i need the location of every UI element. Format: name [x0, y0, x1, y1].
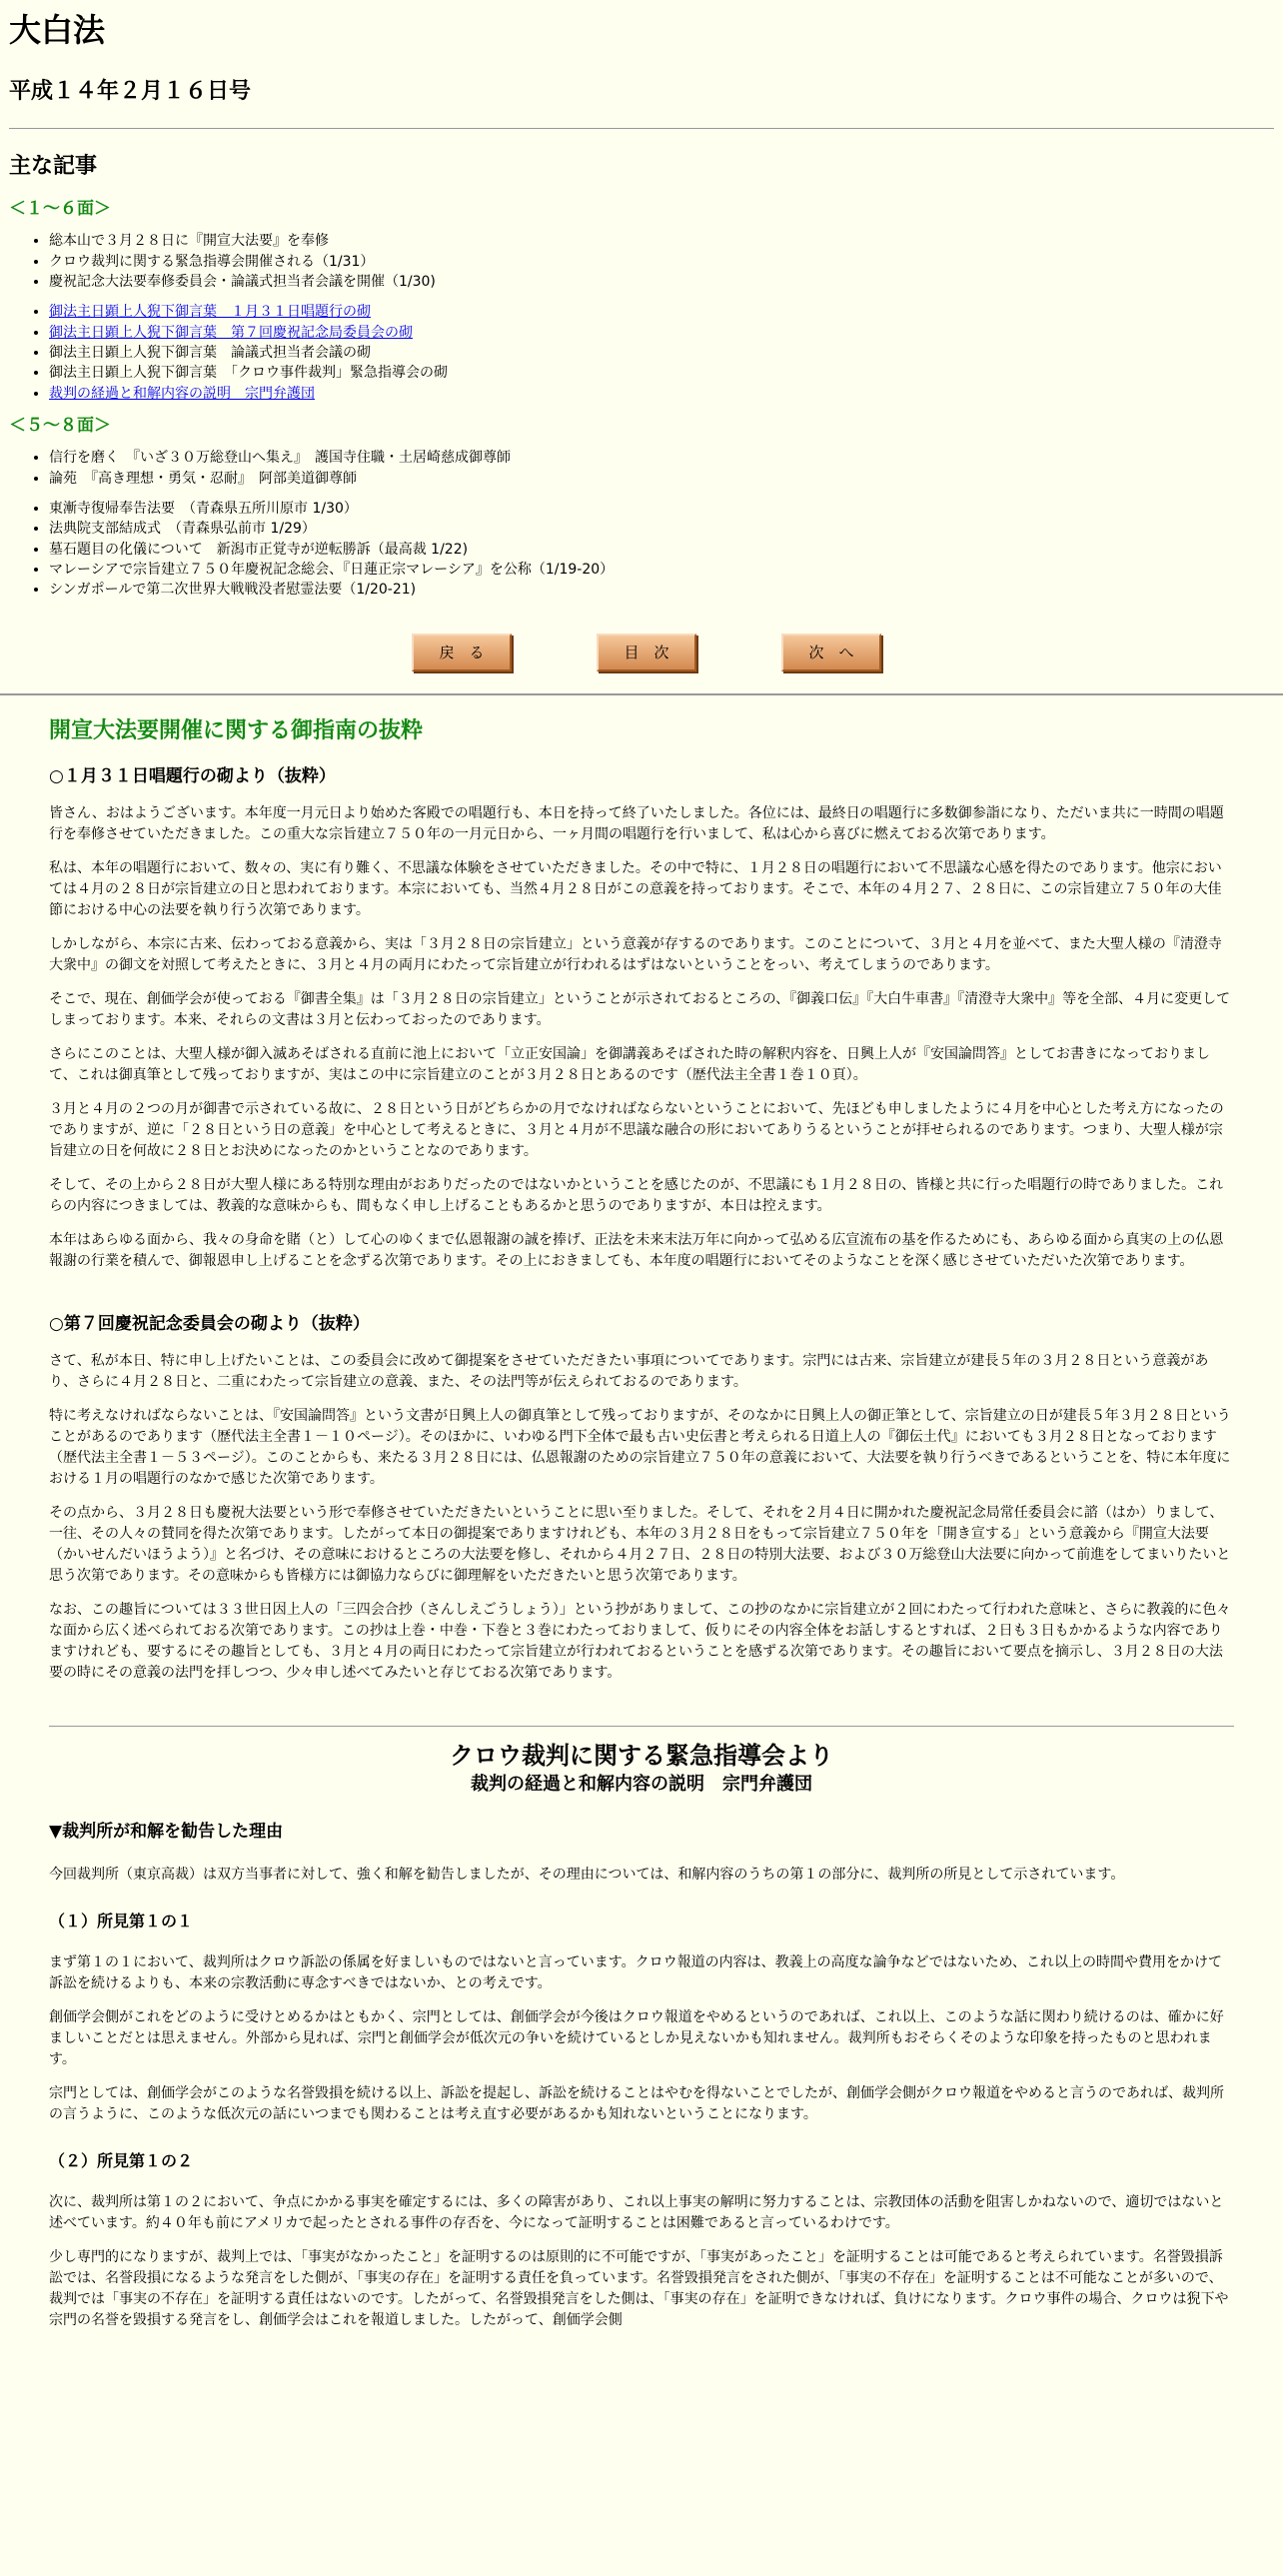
list-item	[49, 384, 1274, 404]
list-item: • 御法主日顕上人猊下御言葉 「クロウ事件裁判」緊急指導会の砌	[49, 363, 1274, 383]
newspaper-title: 大白法	[9, 11, 106, 49]
section2-list	[9, 448, 1274, 489]
link-item[interactable]: 御法主日顕上人猊下御言葉 第７回慶祝記念局委員会の砌	[49, 324, 413, 341]
paragraph: その点から、３月２８日も慶祝大法要という形で奉修させていただきたいということに思い至りました。そして、それを２月４日に開かれた慶祝記念局常任委員会に諮（はか）りまして、一往、その人々の賛同を得た次第であります。したがって本日の御提案でありますけれども、本年の３月２８日をもって宗旨建立７５０年を「開き宣する」という意義から『開宣大法要（かいせんだいほうよう）』と名づけ、その意味におけるところの大法要を修し、それから４月２７日、２８日の特別大法要、および３０万総登山大法要に向かって前進をしてまいりたいと思う次第であります。その意味からも皆様方には御協力ならびに御理解をいただきたいと思う次第であります。	[49, 1504, 1231, 1584]
paragraph: まず第１の１において、裁判所はクロウ訴訟の係属を好ましいものではないと言っています。クロウ報道の内容は、教義上の高度な論争などではないため、これ以上の時間や費用をかけて訴訟を続けるよりも、本来の宗教活動に専念すべきではないか、との考えです。	[49, 1953, 1223, 1991]
list-item: • マレーシアで宗旨建立７５０年慶祝記念総会、『日蓮正宗マレーシア』を公称（1/19-20）	[49, 560, 1274, 580]
paragraph: 宗門としては、創価学会がこのような名誉毀損を続ける以上、訴訟を提起し、訴訟を続けることはやむを得ないことでしたが、創価学会側がクロウ報道をやめると言うのであれば、裁判所の言うように、このような低次元の話にいつまでも関わることは考え直す必要があるかも知れないということになります。	[49, 2084, 1224, 2122]
list-item: • 論苑 『高き理想・勇気・忍耐』 阿部美道御尊師	[49, 469, 1274, 489]
paragraph: 次に、裁判所は第１の２において、争点にかかる事実を確定するには、多くの障害があり、これ以上事実の解明に努力することは、宗教団体の活動を阻害しかねないので、適切ではないと述べています。約４０年も前にアメリカで起ったとされる事件の存否を、今になって証明することは困難であると言っているわけです。	[49, 2193, 1224, 2231]
paragraph: 私は、本年の唱題行において、数々の、実に有り難く、不思議な体験をさせていただきました。その中で特に、１月２８日の唱題行において不思議な心感を得たのであります。他宗においては４月の２８日が宗旨建立の日と思われております。本宗においても、当然４月２８日がこの意義を持っております。そこで、本年の４月２７、２８日に、この宗旨建立７５０年の大佳節における中心の法要を執り行う次第であります。	[49, 860, 1222, 919]
paragraph: しかしながら、本宗に古来、伝わっておる意義から、実は「３月２８日の宗旨建立」という意義が存するのであります。このことについて、３月と４月を並べて、また大聖人様の『清澄寺大衆中』の御文を対照して考えたときに、３月と４月の両月にわたって宗旨建立が行われるはずはないということをっい、考えてしまうのであります。	[49, 936, 1222, 974]
list-item: • 御法主日顕上人猊下御言葉 論議式担当者会議の砌	[49, 343, 1274, 363]
paragraph: さて、私が本日、特に申し上げたいことは、この委員会に改めて御提案をさせていただきたい事項についてであります。宗門には古来、宗旨建立が建長５年の３月２８日という意義があり、さらに４月２８日と、二重にわたって宗旨建立の意義、また、その法門等が伝えられておるのであります。	[49, 1352, 1209, 1390]
toc-button[interactable]: 目 次	[597, 634, 696, 671]
paragraph: 少し専門的になりますが、裁判上では、「事実がなかったこと」を証明するのは原則的に不可能ですが、「事実があったこと」を証明することは可能であると考えられています。名誉毀損訴訟では、名誉段損になるような発言をした側が、「事実の存在」を証明する責任を負っています。名誉毀損発言をされた側が、「事実の不存在」を証明することは不可能なことが多いので、裁判では「事実の不存在」を証明する責任はないのです。したがって、名誉毀損発言をした側は、「事実の存在」を証明できなければ、負けになります。クロウ事件の場合、クロウは猊下や宗門の名誉を毀損する発言をし、創価学会はこれを報道しました。したがって、創価学会側	[49, 2248, 1229, 2328]
paragraph: そこで、現在、創価学会が使っておる『御書全集』は「３月２８日の宗旨建立」ということが示されておるところの、『御義口伝』『大白牛車書』『清澄寺大衆中』等を全部、４月に変更してしまっております。本来、それらの文書は３月と伝わっておったのであります。	[49, 991, 1231, 1029]
section-heading-pages-1-6: ＜１～６面＞	[9, 198, 111, 219]
paragraph: 今回裁判所（東京高裁）は双方当事者に対して、強く和解を勧告しましたが、その理由については、和解内容のうちの第１の部分に、裁判所の所見として示されています。	[49, 1866, 1125, 1883]
section1-list-2	[9, 302, 1274, 403]
list-item: • シンガポールで第二次世界大戦戦没者慰霊法要（1/20-21)	[49, 580, 1274, 600]
list-item: • 総本山で３月２８日に『開宣大法要』を奉修	[49, 231, 1274, 251]
divider	[0, 693, 1283, 695]
article-subheading: ▼裁判所が和解を勧告した理由	[49, 1821, 284, 1842]
article-subheading: ○１月３１日唱題行の砌より（抜粋）	[49, 766, 336, 787]
article-subheading: （１）所見第１の１	[49, 1911, 194, 1931]
section1-list	[9, 231, 1274, 292]
page	[0, 10, 1283, 673]
back-button[interactable]: 戻 る	[412, 634, 512, 671]
paragraph: さらにこのことは、大聖人様が御入滅あそばされる直前に池上において「立正安国論」を御講義あそばされた時の解釈内容を、日興上人が『安国論問答』としてお書きになっておりまして、これは御真筆として残っておりますが、実はこの中に宗旨建立のことが３月２８日とあるのです（歴代法主全書１巻１０頁）。	[49, 1046, 1210, 1084]
paragraph: 本年はあらゆる面から、我々の身命を賭（と）して心のゆくまで仏恩報謝の誠を捧げ、正法を未来末法万年に向かって弘める広宣流布の基を作るためにも、あらゆる面から真実の上の仏恩報謝の行業を積んで、御報恩申し上げることを念ずる次第であります。その上におきましても、本年度の唱題行においてそのようなことを深く感じさせていただいた次第であります。	[49, 1232, 1224, 1270]
list-item	[49, 302, 1274, 322]
list-item: • 慶祝記念大法要奉修委員会・論議式担当者会議を開催（1/30)	[49, 272, 1274, 292]
paragraph: そして、その上から２８日が大聖人様にある特別な理由がおありだったのではないかということを感じたのが、不思議にも１月２８日の、皆様と共に行った唱題行の時でありました。これらの内容につきましては、教義的な意味からも、間もなく申し上げることもあるかと思うのでありますが、本日は控えます。	[49, 1177, 1224, 1215]
paragraph: なお、この趣旨については３３世日因上人の「三四会合抄（さんしえごうしょう）」という抄がありまして、この抄のなかに宗旨建立が２回にわたって行われた意味と、さらに教義的に色々な面から広く述べられておる次第であります。この抄は上巻・中巻・下巻と３巻にわたっておりまして、仮りにその内容全体をお話しするとすれば、２日も３日もかかるような内容でありますけれども、要するにその趣旨としても、３月と４月の両日にわたって宗旨建立が行われておるということを感ずる次第であります。その趣旨において要点を摘示し、３月２８日の大法要の時にその意義の法門を拝しつつ、少々申し述べてみたいと存じておる次第であります。	[49, 1601, 1231, 1681]
list-item	[49, 323, 1274, 343]
next-button[interactable]: 次 へ	[781, 634, 881, 671]
paragraph: ３月と４月の２つの月が御書で示されている故に、２８日という日がどちらかの月でなければならないということにおいて、先ほども申しましたように４月を中心とした考え方になったのでありますが、逆に「２８日という日の意義」を中心として考えるときに、３月と４月が不思議な融合の形においてありうるということが拝せられるのであります。つまり、大聖人様が宗旨建立の日を何故に２８日とお決めになったのかということなのであります。	[49, 1101, 1224, 1160]
section2-list-2	[9, 499, 1274, 600]
navigation-bar	[9, 634, 1274, 673]
list-item: • クロウ裁判に関する緊急指導会開催される（1/31）	[49, 252, 1274, 272]
divider	[9, 128, 1274, 129]
list-item: • 法典院支部結成式 （青森県弘前市 1/29）	[49, 519, 1274, 539]
article-title: 開宣大法要開催に関する御指南の抜粋	[49, 717, 424, 743]
list-item: • 墓石題目の化儀について 新潟市正覚寺が逆転勝訴（最高裁 1/22)	[49, 540, 1274, 560]
article-kaisen	[9, 715, 1274, 2331]
article-subheading: ○第７回慶祝記念委員会の砌より（抜粋）	[49, 1314, 370, 1335]
paragraph: 皆さん、おはようございます。本年度一月元日より始めた客殿での唱題行も、本日を持って終了いたしました。各位には、最終日の唱題行に多数御参詣になり、ただいま共に一時間の唱題行を奉修させていただきました。この重大な宗旨建立７５０年の一月元日から、一ヶ月間の唱題行を行いまして、私は心から喜びに燃えておる次第であります。	[49, 805, 1224, 843]
main-articles-heading: 主な記事	[9, 153, 98, 179]
section-heading-pages-5-8: ＜５～８面＞	[9, 415, 111, 436]
article-subheading: （２）所見第１の２	[49, 2150, 194, 2170]
list-item: • 信行を磨く 『いざ３０万総登山へ集え』 護国寺住職・土居崎慈成御尊師	[49, 448, 1274, 468]
paragraph: 特に考えなければならないことは、『安国論問答』という文書が日興上人の御真筆として残っておりますが、そのなかに日興上人の御正筆として、宗旨建立の日が建長５年３月２８日ということがあるのであります（歴代法主全書１－１０ページ）。そのほかに、いわゆる門下全体で最も古い史伝書と考えられる日道上人の『御伝土代』においても３月２８日となっております（歴代法主全書１－５３ページ）。このことからも、来たる３月２８日には、仏恩報謝のための宗旨建立７５０年の意義において、大法要を執り行うべきであるということを、特に本年度における１月の唱題行のなかで感じた次第であります。	[49, 1407, 1231, 1487]
divider	[49, 1726, 1234, 1727]
article2-subtitle: 裁判の経過と和解内容の説明 宗門弁護団	[471, 1773, 812, 1795]
link-item[interactable]: 裁判の経過と和解内容の説明 宗門弁護団	[49, 385, 315, 402]
link-item[interactable]: 御法主日顕上人猊下御言葉 １月３１日唱題行の砌	[49, 304, 371, 321]
article2-title: クロウ裁判に関する緊急指導会より	[450, 1741, 833, 1770]
paragraph: 創価学会側がこれをどのように受けとめるかはともかく、宗門としては、創価学会が今後はクロウ報道をやめるというのであれば、これ以上、このような話に関わり続けるのは、確かに好ましいことだとは思えません。外部から見れば、宗門と創価学会が低次元の争いを続けているとしか見えないかも知れません。裁判所もおそらくそのような印象を持ったものと思われます。	[49, 2008, 1224, 2067]
issue-date: 平成１４年２月１６日号	[9, 79, 252, 104]
list-item: • 東漸寺復帰奉告法要 （青森県五所川原市 1/30）	[49, 499, 1274, 519]
article-container	[0, 715, 1283, 2331]
